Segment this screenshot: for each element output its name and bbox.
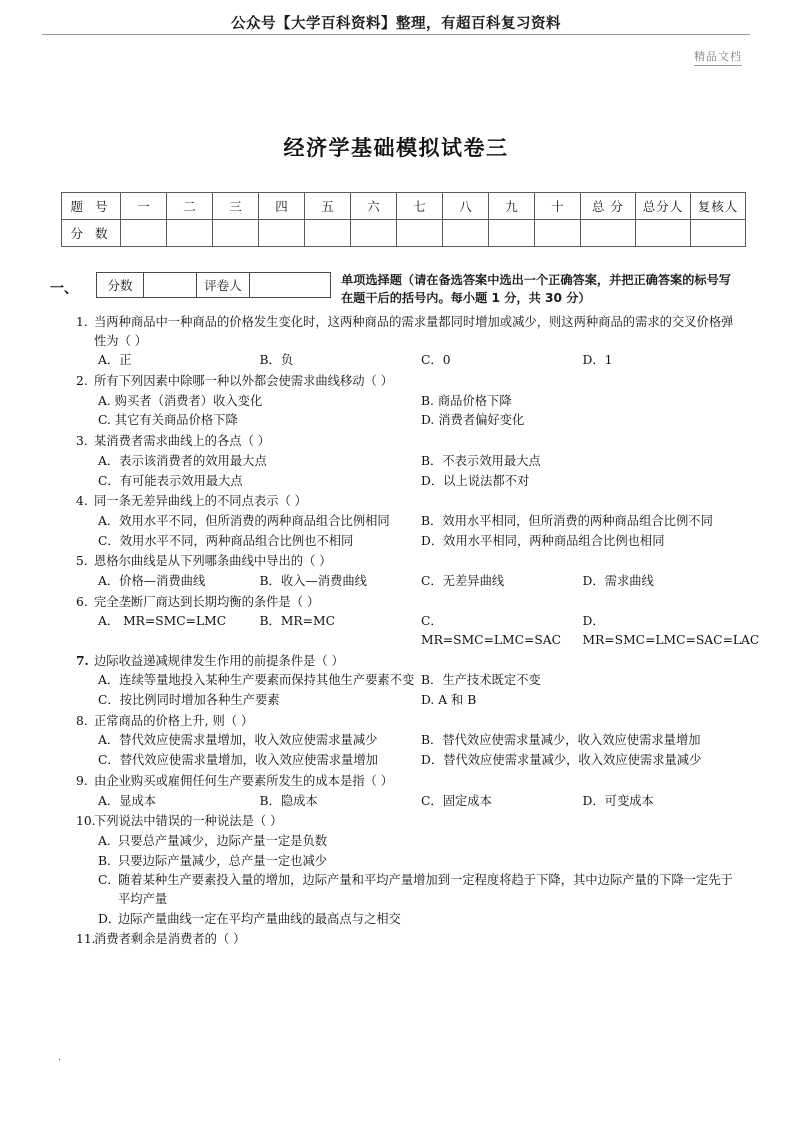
- score-table-header-cell: 六: [351, 193, 397, 220]
- question-option[interactable]: C．效用水平不同，两种商品组合比例也不相同: [98, 533, 354, 548]
- question-option[interactable]: D．替代效应使需求量减少，收入效应使需求量减少: [421, 753, 702, 768]
- score-table-header-cell: 一: [121, 193, 167, 220]
- option-row: [76, 472, 744, 491]
- section-grader-value[interactable]: [250, 273, 331, 298]
- question-option[interactable]: D．1: [582, 353, 613, 368]
- question-text: 正常商品的价格上升, 则（ ）: [94, 713, 254, 728]
- option-label: C．: [98, 873, 120, 888]
- question-stem: [76, 372, 744, 391]
- section-score-label: 分数: [97, 273, 144, 298]
- score-table-value-cell[interactable]: [397, 220, 443, 247]
- question-list: [76, 313, 760, 951]
- question-stem: [76, 492, 744, 511]
- question-number: 9.: [76, 773, 88, 788]
- option-row: [76, 411, 744, 430]
- question-option[interactable]: D．以上说法都不对: [421, 473, 530, 488]
- question-option[interactable]: A．表示该消费者的效用最大点: [98, 453, 267, 468]
- section-grader-label: 评卷人: [197, 273, 250, 298]
- question-option[interactable]: A．替代效应使需求量增加，收入效应使需求量减少: [98, 733, 378, 748]
- question-option[interactable]: C．0: [421, 353, 451, 368]
- option-text: 只要边际产量减少，总产量一定也减少: [118, 853, 328, 868]
- score-table-header-cell: 总分人: [636, 193, 691, 220]
- table-row: [62, 193, 746, 220]
- question-item: [76, 772, 744, 810]
- score-table-value-cell[interactable]: [259, 220, 305, 247]
- question-number: 4.: [76, 494, 88, 509]
- score-table-value-cell[interactable]: [636, 220, 691, 247]
- question-option[interactable]: B．收入—消费曲线: [259, 573, 367, 588]
- page-footer-mark: .: [58, 1053, 61, 1063]
- question-option[interactable]: D．效用水平相同，两种商品组合比例也相同: [421, 533, 665, 548]
- question-text: 边际收益递减规律发生作用的前提条件是（ ）: [94, 653, 344, 668]
- score-table-header-cell: 九: [489, 193, 535, 220]
- question-option[interactable]: B．负: [259, 353, 294, 368]
- option-text: 边际产量曲线一定在平均产量曲线的最高点与之相交: [118, 911, 401, 926]
- option-row: [76, 792, 744, 811]
- question-stem: [76, 593, 744, 612]
- question-option[interactable]: C．固定成本: [421, 793, 492, 808]
- question-text: 恩格尔曲线是从下列哪条曲线中导出的（ ）: [94, 554, 332, 569]
- question-option[interactable]: D. 消费者偏好变化: [421, 413, 525, 428]
- question-number: 5.: [76, 554, 88, 569]
- option-text: 随着某种生产要素投入量的增加，边际产量和平均产量增加到一定程度将趋于下降，其中边际产量的下降一定先于平均产量: [118, 873, 733, 906]
- question-stem: [76, 772, 744, 791]
- question-option[interactable]: C．无差异曲线: [421, 573, 505, 588]
- option-row: [76, 671, 744, 690]
- question-option[interactable]: B. 商品价格下降: [421, 393, 512, 408]
- question-item: [76, 652, 744, 710]
- score-table-value-cell[interactable]: [213, 220, 259, 247]
- score-table-value-cell[interactable]: [581, 220, 636, 247]
- question-item: [76, 313, 744, 370]
- section-index: 一、: [50, 281, 78, 297]
- question-option[interactable]: A． MR=SMC=LMC: [98, 614, 227, 629]
- question-option[interactable]: D. A 和 B: [421, 693, 477, 708]
- watermark-label: 精品文档: [694, 48, 742, 66]
- section-score-box: [96, 272, 331, 298]
- question-option[interactable]: A. 购买者（消费者）收入变化: [98, 393, 263, 408]
- question-item: [76, 930, 744, 949]
- promo-banner: 公众号【大学百科资料】整理，有超百科复习资料: [231, 16, 561, 32]
- question-option[interactable]: A．显成本: [98, 793, 157, 808]
- question-item: [76, 712, 744, 770]
- question-option[interactable]: D．MR=SMC=LMC=SAC=LAC: [582, 614, 760, 647]
- table-row: [62, 220, 746, 247]
- score-table-value-cell[interactable]: [535, 220, 581, 247]
- question-option[interactable]: C．替代效应使需求量增加，收入效应使需求量增加: [98, 753, 378, 768]
- question-option[interactable]: [98, 832, 744, 851]
- option-row: [76, 452, 744, 471]
- option-row: [76, 612, 760, 649]
- option-text: 只要总产量减少，边际产量一定是负数: [118, 833, 328, 848]
- question-number: 7.: [76, 652, 89, 668]
- score-table-row-label: 分 数: [62, 220, 121, 247]
- question-option[interactable]: A．正: [98, 353, 132, 368]
- option-row: [76, 691, 744, 710]
- question-option[interactable]: [98, 910, 744, 929]
- score-table-value-cell[interactable]: [443, 220, 489, 247]
- question-option[interactable]: A．价格—消费曲线: [98, 573, 206, 588]
- section-description: 单项选择题（请在备选答案中选出一个正确答案，并把正确答案的标号写在题干后的括号内。每小题 1 分，共 30 分）: [341, 273, 731, 305]
- score-table-header-cell: 四: [259, 193, 305, 220]
- question-option[interactable]: A．效用水平不同，但所消费的两种商品组合比例相同: [98, 513, 390, 528]
- question-option[interactable]: B．MR=MC: [259, 614, 335, 629]
- score-table-header-cell: 二: [167, 193, 213, 220]
- option-row: [76, 751, 744, 770]
- option-label: A.: [98, 833, 111, 848]
- option-row: [76, 532, 744, 551]
- question-option[interactable]: B．效用水平相同，但所消费的两种商品组合比例不同: [421, 513, 713, 528]
- page-title: 经济学基础模拟试卷三: [283, 136, 509, 160]
- question-stem: [76, 432, 744, 451]
- header-divider: [42, 34, 750, 35]
- question-number: 2.: [76, 374, 88, 389]
- question-option[interactable]: B．替代效应使需求量减少，收入效应使需求量增加: [421, 733, 701, 748]
- score-table-value-cell[interactable]: [351, 220, 397, 247]
- question-number: 3.: [76, 434, 88, 449]
- question-item: [76, 593, 760, 650]
- question-text: 下列说法中错误的一种说法是（ ）: [94, 814, 283, 829]
- score-table-header-cell: 五: [305, 193, 351, 220]
- question-option[interactable]: A．连续等量地投入某种生产要素而保持其他生产要素不变: [98, 673, 415, 688]
- question-number: 8.: [76, 713, 88, 728]
- score-table: [61, 192, 746, 247]
- question-option[interactable]: C．有可能表示效用最大点: [98, 473, 243, 488]
- question-text: 完全垄断厂商达到长期均衡的条件是（ ）: [94, 594, 320, 609]
- score-table-header-cell: 十: [535, 193, 581, 220]
- option-row: [76, 572, 744, 591]
- question-stem: [76, 552, 744, 571]
- option-row: [76, 731, 744, 750]
- question-option[interactable]: C．按比例同时增加各种生产要素: [98, 693, 280, 708]
- score-table-value-cell[interactable]: [121, 220, 167, 247]
- question-item: [76, 812, 744, 928]
- question-option[interactable]: B．生产技术既定不变: [421, 673, 541, 688]
- question-stem: [76, 812, 744, 831]
- question-item: [76, 372, 744, 430]
- question-text: 当两种商品中一种商品的价格发生变化时，这两种商品的需求量都同时增加或减少，则这两种商品的需求的交叉价格弹性为（ ）: [94, 315, 734, 348]
- question-option[interactable]: [98, 852, 744, 871]
- score-table-header-cell: 八: [443, 193, 489, 220]
- score-table-header-cell: 三: [213, 193, 259, 220]
- question-stem: [76, 712, 744, 731]
- score-table-header-cell: 复核人: [691, 193, 746, 220]
- question-number: 1.: [76, 315, 88, 329]
- score-table-header-cell: 总 分: [581, 193, 636, 220]
- section-header-row: [50, 272, 742, 307]
- question-stem: [76, 930, 744, 949]
- question-item: [76, 552, 744, 590]
- option-list: [76, 832, 744, 928]
- score-table-value-cell[interactable]: [305, 220, 351, 247]
- question-option[interactable]: C. 其它有关商品价格下降: [98, 413, 238, 428]
- score-table-header-cell: 七: [397, 193, 443, 220]
- question-number: 6.: [76, 594, 88, 609]
- option-row: [76, 512, 744, 531]
- score-table-value-cell[interactable]: [489, 220, 535, 247]
- question-option[interactable]: B．隐成本: [259, 793, 318, 808]
- question-option[interactable]: D．可变成本: [582, 793, 654, 808]
- option-row: [76, 392, 744, 411]
- section-score-value[interactable]: [144, 273, 197, 298]
- question-stem: [76, 652, 744, 671]
- question-stem: [76, 313, 744, 350]
- question-text: 某消费者需求曲线上的各点（ ）: [94, 434, 271, 449]
- question-text: 消费者剩余是消费者的（ ）: [94, 932, 246, 947]
- question-item: [76, 432, 744, 490]
- option-label: D．: [98, 911, 121, 926]
- question-item: [76, 492, 744, 550]
- question-number: 11.: [76, 932, 96, 947]
- question-option[interactable]: C．MR=SMC=LMC=SAC: [421, 614, 562, 647]
- score-table-value-cell[interactable]: [167, 220, 213, 247]
- question-number: 10.: [76, 814, 96, 829]
- question-text: 同一条无差异曲线上的不同点表示（ ）: [94, 494, 307, 509]
- option-label: B．: [98, 853, 120, 868]
- question-option[interactable]: D．需求曲线: [582, 573, 654, 588]
- option-row: [76, 351, 744, 370]
- question-option[interactable]: [98, 871, 744, 908]
- score-table-value-cell[interactable]: [691, 220, 746, 247]
- question-option[interactable]: B．不表示效用最大点: [421, 453, 541, 468]
- score-table-row-label: 题 号: [62, 193, 121, 220]
- question-text: 所有下列因素中除哪一种以外都会使需求曲线移动（ ）: [94, 374, 394, 389]
- question-text: 由企业购买或雇佣任何生产要素所发生的成本是指（ ）: [94, 773, 394, 788]
